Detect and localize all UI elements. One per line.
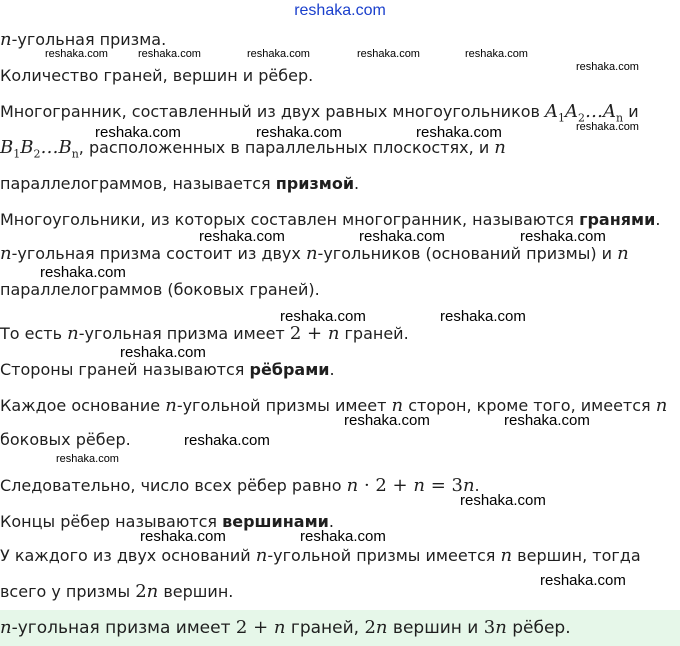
watermark: reshaka.com <box>540 572 626 589</box>
watermark: reshaka.com <box>460 492 546 509</box>
text-line: То есть n-угольная призма имеет 2 + n граней. <box>0 323 409 344</box>
watermark: reshaka.com <box>45 48 108 60</box>
watermark: reshaka.com <box>465 48 528 60</box>
text-line: У каждого из двух оснований n-угольной призмы имеется n вершин, тогда <box>0 545 641 566</box>
text-line: Стороны граней называются рёбрами. <box>0 360 335 379</box>
section-heading: Количество граней, вершин и рёбер. <box>0 66 314 85</box>
text-line: $B_1B_2\dots B_n$, расположенных в параллельных плоскостях, и n <box>0 137 506 161</box>
text-line: Многоугольники, из которых составлен многогранник, называются гранями. <box>0 210 661 229</box>
watermark: reshaka.com <box>416 124 502 141</box>
summary-text: n-угольная призма имеет 2 + n граней, 2n вершин и 3n рёбер. <box>0 617 571 638</box>
watermark: reshaka.com <box>520 228 606 245</box>
watermark: reshaka.com <box>40 264 126 281</box>
watermark: reshaka.com <box>359 228 445 245</box>
watermark: reshaka.com <box>140 528 226 545</box>
watermark: reshaka.com <box>256 124 342 141</box>
text-line: n-угольная призма. <box>0 29 167 50</box>
watermark: reshaka.com <box>576 121 639 133</box>
watermark: reshaka.com <box>184 432 270 449</box>
watermark: reshaka.com <box>95 124 181 141</box>
watermark: reshaka.com <box>280 308 366 325</box>
watermark: reshaka.com <box>504 412 590 429</box>
watermark: reshaka.com <box>300 528 386 545</box>
watermark: reshaka.com <box>576 61 639 73</box>
site-watermark-top[interactable]: reshaka.com <box>294 2 386 19</box>
watermark: reshaka.com <box>357 48 420 60</box>
summary-box <box>0 610 680 646</box>
watermark: reshaka.com <box>247 48 310 60</box>
text-line: n-угольная призма состоит из двух n-угольников (оснований призмы) и n <box>0 243 629 264</box>
text-line: параллелограммов (боковых граней). <box>0 280 320 299</box>
watermark: reshaka.com <box>199 228 285 245</box>
text-line: всего у призмы 2n вершин. <box>0 581 234 602</box>
watermark: reshaka.com <box>440 308 526 325</box>
watermark: reshaka.com <box>120 344 206 361</box>
watermark: reshaka.com <box>56 453 119 465</box>
text-line: параллелограммов, называется призмой. <box>0 174 360 193</box>
text-line: Концы рёбер называются вершинами. <box>0 512 334 531</box>
text-line: боковых рёбер. <box>0 430 131 449</box>
watermark: reshaka.com <box>138 48 201 60</box>
text-line: Многогранник, составленный из двух равных многоугольников $A_1A_2\dots A_n$ и <box>0 101 639 125</box>
text-line: Каждое основание n-угольной призмы имеет n сторон, кроме того, имеется n <box>0 395 668 416</box>
text-line: Следовательно, число всех рёбер равно n · 2 + n = 3n. <box>0 475 480 496</box>
watermark: reshaka.com <box>344 412 430 429</box>
